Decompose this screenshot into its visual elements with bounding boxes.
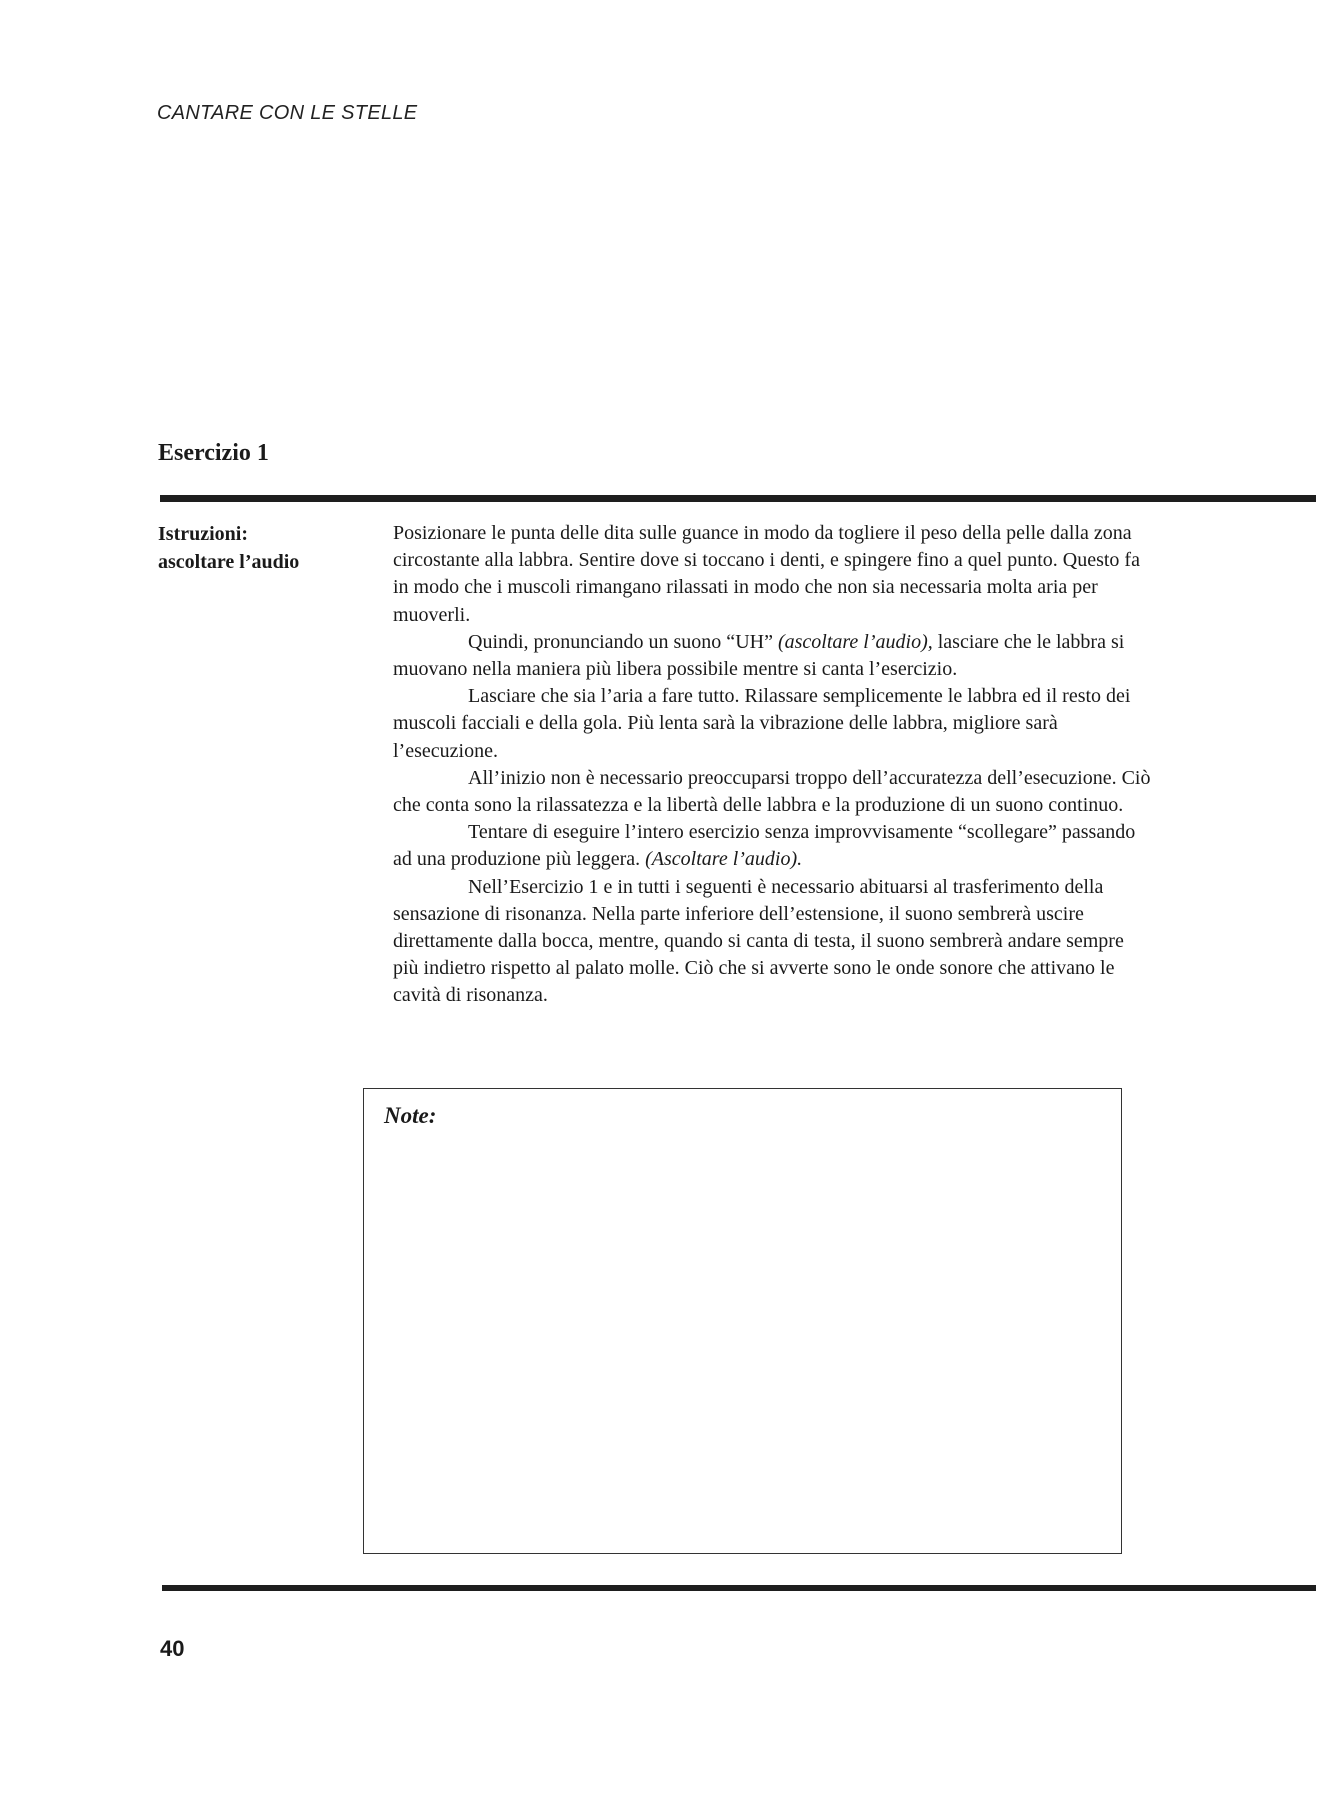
- audio-reference: (ascoltare l’audio),: [777, 630, 933, 653]
- paragraph-text: Quindi, pronunciando un suono “UH”: [468, 630, 778, 653]
- running-head: CANTARE CON LE STELLE: [157, 102, 418, 124]
- paragraph-4: [393, 765, 1153, 819]
- paragraph-text: lasciare che le labbra si muovano nella maniera più libera possibile mentre si canta l’esercizio.: [393, 630, 1125, 681]
- notes-label: Note:: [384, 1103, 437, 1128]
- paragraph-3: [393, 683, 1153, 765]
- paragraph-text: All’inizio non è necessario preoccuparsi troppo dell’accuratezza dell’esecuzione. Ciò che conta sono la rilassatezza e la libertà delle labbra e la produzione di un suono continuo.: [393, 766, 1151, 817]
- paragraph-2: [393, 629, 1153, 683]
- paragraph-text: Posizionare le punta delle dita sulle guance in modo da togliere il peso della pelle dalla zona circostante alla labbra. Sentire dove si toccano i denti, e spingere fino a quel punto. Questo fa in modo che i muscoli rimangano rilassati in modo che non sia necessaria molta aria per muoverli.: [393, 522, 1140, 626]
- instructions-label-line2: ascoltare l’audio: [158, 551, 300, 573]
- paragraph-text: Lasciare che sia l’aria a fare tutto. Rilassare semplicemente le labbra ed il resto dei muscoli facciali e della gola. Più lenta sarà la vibrazione delle labbra, migliore sarà l’esecuzione.: [393, 685, 1131, 762]
- paragraph-1: [393, 520, 1153, 629]
- page-number: 40: [160, 1636, 185, 1661]
- top-rule: [160, 495, 1316, 502]
- notes-box[interactable]: [363, 1088, 1122, 1554]
- audio-reference: (Ascoltare l’audio).: [645, 848, 803, 871]
- instructions-body: [393, 520, 1153, 1010]
- paragraph-5: [393, 819, 1153, 873]
- section-title: Esercizio 1: [158, 440, 269, 466]
- bottom-rule: [162, 1585, 1316, 1591]
- paragraph-6: [393, 874, 1153, 1010]
- instructions-label: [158, 520, 358, 576]
- paragraph-text: Tentare di eseguire l’intero esercizio senza improvvisamente “scollegare” passando ad una produzione più leggera.: [393, 821, 1136, 871]
- paragraph-text: Nell’Esercizio 1 e in tutti i seguenti è necessario abituarsi al trasferimento della sensazione di risonanza. Nella parte inferiore dell’estensione, il suono sembrerà uscire direttamente dalla bocca, mentre, quando si canta di testa, il suono sembrerà andare sempre più indietro rispetto al palato molle. Ciò che si avverte sono le onde sonore che attivano le cavità di risonanza.: [393, 875, 1124, 1007]
- instructions-label-line1: Istruzioni:: [158, 523, 248, 545]
